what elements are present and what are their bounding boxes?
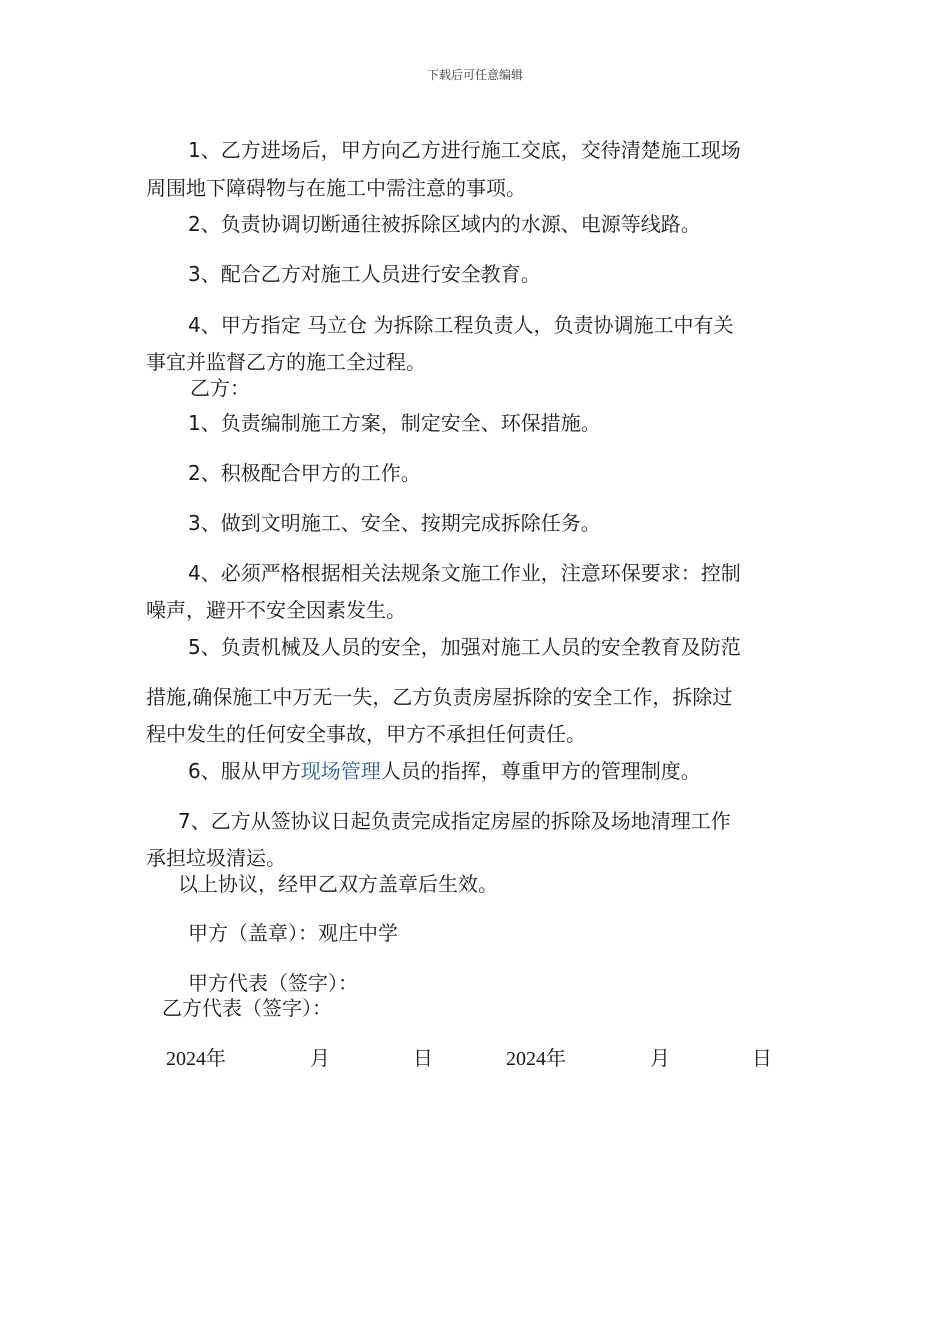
clause-b5-line3: 程中发生的任何安全事故，甲方不承担任何责任。	[146, 722, 586, 746]
date-b-day: 日	[752, 1046, 772, 1070]
clause-b5-line1: 5、负责机械及人员的安全，加强对施工人员的安全教育及防范	[188, 635, 741, 659]
party-a-rep-signature: 甲方代表（签字）：	[188, 971, 358, 995]
clause-b6-start: 6、服从甲方	[188, 759, 301, 783]
date-b-year: 2024年	[506, 1046, 566, 1070]
clause-a2: 2、负责协调切断通往被拆除区域内的水源、电源等线路。	[188, 212, 701, 236]
effective-statement: 以上协议，经甲乙双方盖章后生效。	[178, 872, 498, 896]
clause-b2: 2、积极配合甲方的工作。	[188, 461, 421, 485]
date-b-month: 月	[650, 1046, 670, 1070]
clause-a1-line1: 1、乙方进场后，甲方向乙方进行施工交底，交待清楚施工现场	[188, 138, 741, 162]
clause-b4-line2: 噪声，避开不安全因素发生。	[146, 598, 406, 622]
party-b-rep-signature: 乙方代表（签字）：	[162, 996, 332, 1020]
date-a-month: 月	[310, 1046, 330, 1070]
clause-b7-line2: 承担垃圾清运。	[146, 846, 286, 870]
date-a-year: 2024年	[166, 1046, 226, 1070]
date-a-day: 日	[413, 1046, 433, 1070]
page-header: 下载后可任意编辑	[426, 68, 523, 82]
clause-a3: 3、配合乙方对施工人员进行安全教育。	[188, 262, 541, 286]
clause-b1: 1、负责编制施工方案，制定安全、环保措施。	[188, 411, 601, 435]
clause-b3: 3、做到文明施工、安全、按期完成拆除任务。	[188, 511, 601, 535]
clause-b6-end: 人员的指挥，尊重甲方的管理制度。	[380, 759, 701, 783]
party-a-seal: 甲方（盖章）：观庄中学	[188, 921, 398, 945]
clause-b7-line1: 7、乙方从签协议日起负责完成指定房屋的拆除及场地清理工作	[178, 809, 731, 833]
clause-a4-line1: 4、甲方指定 马立仓 为拆除工程负责人，负责协调施工中有关	[188, 313, 734, 337]
party-b-heading: 乙方：	[190, 376, 250, 400]
clause-b5-line2: 措施,确保施工中万无一失，乙方负责房屋拆除的安全工作，拆除过	[146, 685, 733, 709]
clause-b4-line1: 4、必须严格根据相关法规条文施工作业，注意环保要求：控制	[188, 561, 741, 585]
site-management-link[interactable]: 现场管理	[300, 759, 381, 783]
clause-b6	[188, 759, 701, 783]
clause-a4-line2: 事宜并监督乙方的施工全过程。	[146, 350, 426, 374]
clause-a1-line2: 周围地下障碍物与在施工中需注意的事项。	[146, 176, 526, 200]
